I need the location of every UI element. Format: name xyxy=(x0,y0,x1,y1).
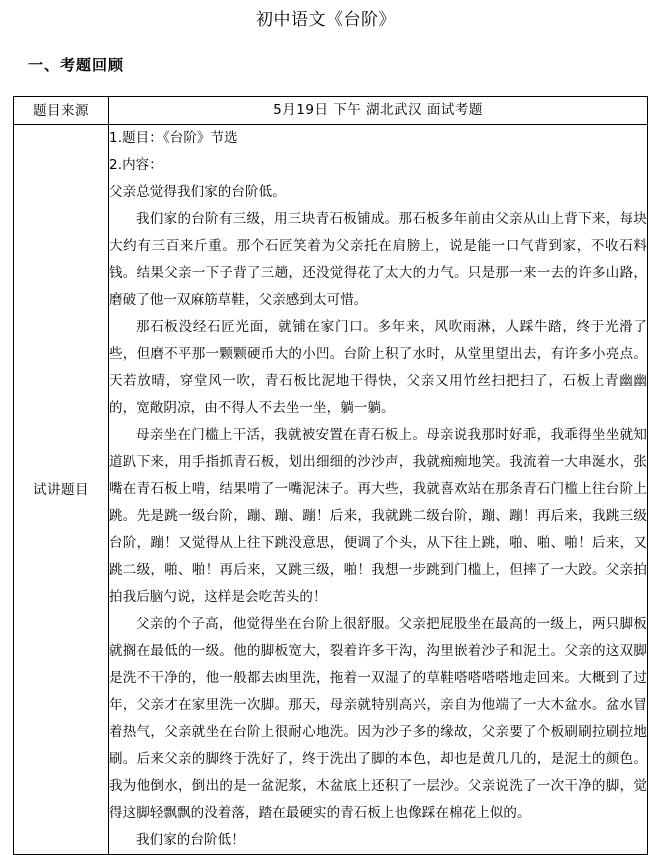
line-item-2: 2.内容： xyxy=(109,157,163,173)
lesson-content-cell xyxy=(109,125,648,855)
section-heading-review: 一、考题回顾 xyxy=(28,56,125,74)
lesson-content-text xyxy=(109,125,647,854)
line-item-1: 1.题目：《台阶》节选 xyxy=(109,130,238,146)
source-value-cell: 5月19日 下午 湖北武汉 面试考题 xyxy=(109,97,648,125)
paragraph-1: 父亲总觉得我们家的台阶低。 xyxy=(109,184,286,200)
paragraph-2: 我们家的台阶有三级，用三块青石板铺成。那石板多年前由父亲从山上背下来，每块大约有三百来斤重。那个石匠笑着为父亲托在肩膀上，说是能一口气背到家，不收石料钱。结果父亲一下子背了三趟，还没觉得花了太大的力气。只是那一来一去的许多山路，磨破了他一双麻筋草鞋，父亲感到太可惜。 xyxy=(109,211,647,308)
page-title: 初中语文《台阶》 xyxy=(256,10,396,30)
source-label-cell: 题目来源 xyxy=(14,97,109,125)
table-row-lesson xyxy=(14,125,648,855)
document-page xyxy=(0,8,652,848)
exam-question-table xyxy=(13,96,648,855)
paragraph-3: 那石板没经石匠光面，就铺在家门口。多年来，风吹雨淋，人踩牛踏，终于光滑了些，但磨不平那一颗颗硬币大的小凹。台阶上积了水时，从堂里望出去，有许多小亮点。天若放晴，穿堂风一吹，青石板比泥地干得快，父亲又用竹丝扫把扫了，石板上青幽幽的，宽敞阴凉，由不得人不去坐一坐，躺一躺。 xyxy=(109,319,647,416)
table-row-source xyxy=(14,97,648,125)
lesson-label-cell: 试讲题目 xyxy=(14,125,109,855)
paragraph-5: 父亲的个子高，他觉得坐在台阶上很舒服。父亲把屁股坐在最高的一级上，两只脚板就搁在最低的一级。他的脚板宽大，裂着许多干沟，沟里嵌着沙子和泥土。父亲的这双脚是洗不干净的，他一般都去凼里洗，拖着一双湿了的草鞋嗒嗒嗒嗒地走回来。大概到了过年，父亲才在家里洗一次脚。那天，母亲就特别高兴，亲自为他端了一大木盆水。盆水冒着热气，父亲就坐在台阶上很耐心地洗。因为沙子多的缘故，父亲要了个板刷刷拉刷拉地刷。后来父亲的脚终于洗好了，终于洗出了脚的本色，却也是黄几几的，是泥土的颜色。我为他倒水，倒出的是一盆泥浆，木盆底上还积了一层沙。父亲说洗了一次干净的脚，觉得这脚轻飘飘的没着落，踏在最硬实的青石板上也像踩在棉花上似的。 xyxy=(109,616,647,821)
paragraph-4: 母亲坐在门槛上干活，我就被安置在青石板上。母亲说我那时好乖，我乖得坐坐就知道趴下来，用手指抓青石板，划出细细的沙沙声，我就痴痴地笑。我流着一大串涎水，张嘴在青石板上啃，结果啃了一嘴泥沫子。再大些，我就喜欢站在那条青石门槛上往台阶上跳。先是跳一级台阶，蹦、蹦、蹦！后来，我就跳二级台阶，蹦、蹦！再后来，我跳三级台阶，蹦！又觉得从上往下跳没意思，便调了个头，从下往上跳，啪、啪、啪！后来，又跳二级，啪、啪！再后来，又跳三级，啪！我想一步跳到门槛上，但摔了一大跤。父亲拍拍我后脑勺说，这样是会吃苦头的！ xyxy=(109,427,647,605)
paragraph-6: 我们家的台阶低！ xyxy=(136,832,245,848)
